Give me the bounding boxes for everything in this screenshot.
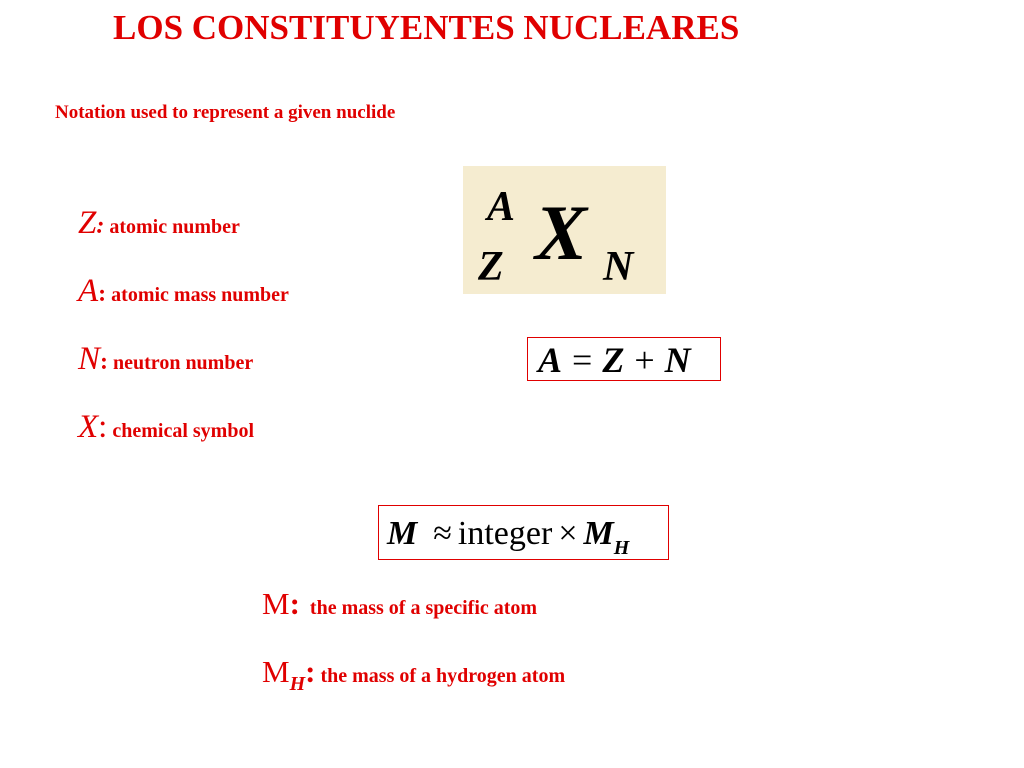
definition-n [78, 341, 253, 378]
atomic-number-symbol: Z [478, 244, 504, 290]
equation-operator: = [572, 340, 593, 380]
definition-text: atomic number [104, 216, 240, 238]
subtitle: Notation used to represent a given nuclide [55, 102, 396, 123]
mass-separator: : [289, 586, 300, 621]
equation-subscript: H [613, 537, 630, 559]
mass-number-equation [527, 337, 721, 381]
definition-symbol: A [78, 273, 99, 309]
equation-term: M [583, 515, 614, 552]
element-symbol: X [535, 189, 588, 276]
mass-symbol: M [262, 586, 290, 621]
definition-z [78, 205, 240, 242]
equation-term: A [538, 340, 563, 380]
definition-text: atomic mass number [106, 284, 289, 306]
nuclide-notation-box [463, 166, 666, 294]
definition-symbol: Z [78, 205, 97, 241]
mass-definition-m [262, 586, 537, 622]
definition-symbol: X [78, 409, 99, 445]
equation-term: M [387, 515, 418, 552]
definition-x [78, 409, 254, 446]
equation-term: Z [602, 340, 625, 380]
equation-operator: × [558, 515, 578, 552]
definition-text: chemical symbol [107, 420, 254, 442]
definition-separator: : [98, 281, 107, 307]
equation-term: N [664, 340, 691, 380]
definition-text: neutron number [108, 352, 254, 374]
mass-subscript: H [289, 673, 306, 695]
definition-a [78, 273, 289, 310]
mass-symbol: M [262, 654, 290, 689]
mass-definition-text: the mass of a specific atom [299, 597, 538, 619]
definition-separator: : [98, 409, 108, 445]
mass-number-symbol: A [487, 184, 516, 230]
atomic-mass-equation [378, 505, 669, 560]
mass-definition-mh [262, 654, 566, 695]
mass-separator: : [305, 654, 316, 689]
mass-definition-text: the mass of a hydrogen atom [315, 665, 566, 687]
page-title: LOS CONSTITUYENTES NUCLEARES [113, 8, 740, 47]
definition-separator: : [100, 349, 109, 375]
definition-symbol: N [78, 341, 101, 377]
definition-separator: : [96, 213, 105, 239]
neutron-number-symbol: N [603, 244, 634, 290]
equation-word: integer [457, 515, 553, 552]
equation-operator: + [634, 340, 655, 380]
equation-operator: ≈ [433, 515, 452, 552]
